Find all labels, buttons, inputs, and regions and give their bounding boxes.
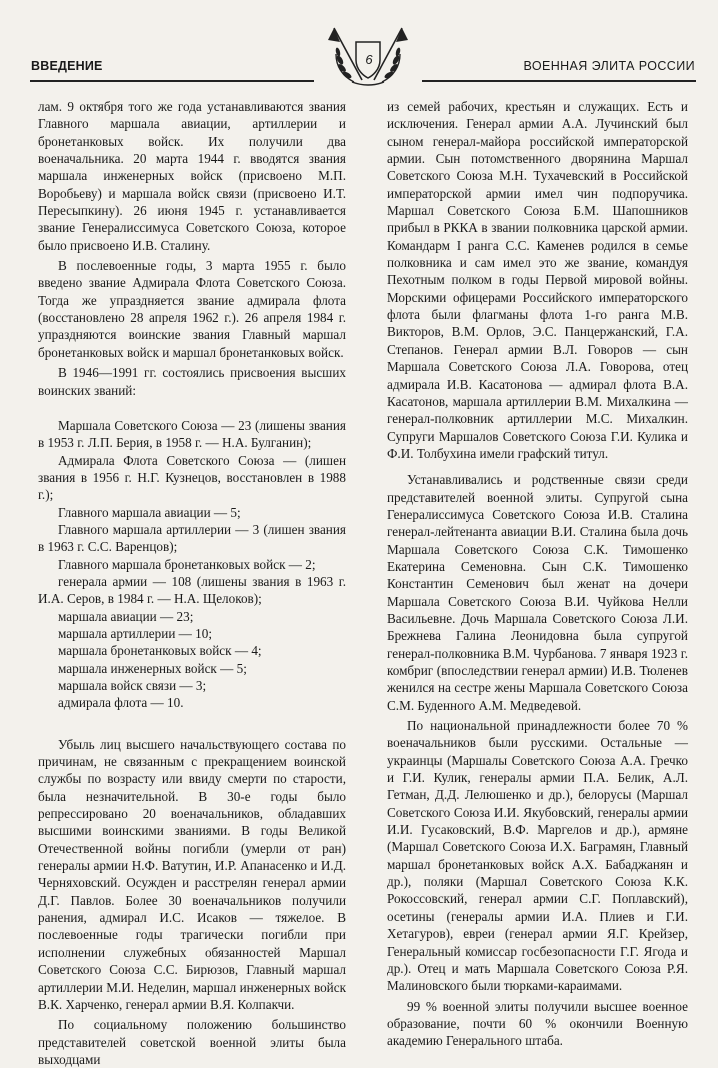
left-column [38,98,346,1068]
list-item: маршала авиации — 23; [58,608,194,624]
page-number: 6 [365,52,373,67]
paragraph: 99 % военной элиты получили высшее военное образование, почти 60 % окончили Военную академию Генерального штаба. [387,998,688,1049]
list-item: Главного маршала бронетанковых войск — 2; [58,556,316,572]
book-title: ВОЕННАЯ ЭЛИТА РОССИИ [523,59,695,73]
right-column [387,98,688,1050]
paragraph: из семей рабочих, крестьян и служащих. Есть и исключения. Генерал армии А.А. Лучинский был сыном генерал-майора российской императорской армии. Сын потомственного дворянина Маршал Советского Союза М.Н. Тухачевский в Российской императорской армии имел чин подпоручика. Маршал Советского Союза Б.М. Шапошников прибыл в РККА в звании полковника царской армии. Командарм I ранга С.С. Каменев родился в семье полковника и сам имел это же звание, командуя Пехотным полком в годы Первой мировой войны. Морскими офицерами Российского императорского флота были флагманы флота 1-го ранга М.В. Викторов, В.М. Орлов, Э.С. Панцержанский, Г.А. Степанов. Генерал армии В.Л. Говоров — сын Маршала Советского Союза Л.А. Говорова, отец адмирала И.В. Касатонова — адмирал флота В.А. Касатонов, маршала артиллерии В.М. Михалкина — генерал-полковник артиллерии М.С. Михалкин. Супруги Маршалов Советского Союза Г.И. Кулика и Ф.И. Толбухина имели графский титул. [387,99,688,461]
list-item: адмирала флота — 10. [58,695,184,711]
list-item: Адмирала Флота Советского Союза — (лишен звания в 1956 г. Н.Г. Кузнецов, восстановлен в 1988 г.); [38,452,346,503]
list-item: маршала бронетанковых войск — 4; [58,643,262,659]
paragraph: лам. 9 октября того же года устанавливаются звания Главного маршала авиации, артиллерии и бронетанковых войск. Их получили два военачальника. 20 марта 1944 г. вводятся звания маршала инженерных войск (присвоено М.П. Воробьеву) и маршала войск связи (присвоено И.Т. Пересыпкину). 26 июня 1945 г. устанавливается звание Генералиссимуса Советского Союза, которое было присвоено И.В. Сталину. [38,99,346,253]
paragraph: В 1946—1991 гг. состоялись присвоения высших воинских званий: [38,365,346,398]
list-item: маршала войск связи — 3; [58,678,207,693]
list-item: Главного маршала авиации — 5; [58,504,241,520]
paragraph: По социальному положению большинство представителей советской военной элиты была выходцами [38,1017,346,1067]
list-item: маршала артиллерии — 10; [58,625,213,641]
section-title: ВВЕДЕНИЕ [31,59,103,73]
list-item: маршала инженерных войск — 5; [58,660,247,676]
paragraph: Убыль лиц высшего начальствующего состава по причинам, не связанным с прекращением воинской службы по возрасту или ввиду смерти по старости, была незначительной. В 30-е годы было репрессировано 20 военачальников, обладавших высшими воинскими званиями. В годы Великой Отечественной войны погибли (умерли от ран) генералы армии Н.Ф. Ватутин, И.Р. Апанасенко и И.Д. Черняховский. Осужден и расстрелян генерал армии Д.Г. Павлов. Более 30 военачальников получили ранения, адмирал И.С. Исаков — тяжелое. В послевоенные годы трагически погибли при исполнении служебных обязанностей Маршал Советского Союза С.С. Бирюзов, Главный маршал артиллерии М.И. Неделин, маршал инженерных войск В.К. Харченко, генерал армии В.Я. Колпакчи. [38,736,346,1012]
list-item: Главного маршала артиллерии — 3 (лишен звания в 1963 г. С.С. Варенцов); [38,521,346,555]
list-item: генерала армии — 108 (лишены звания в 1963 г. И.А. Серов, в 1984 г. — Н.А. Щелоков); [38,573,346,607]
paragraph: Устанавливались и родственные связи среди представителей военной элиты. Супругой сына Генералиссимуса Советского Союза И.В. Сталина генерал-лейтенанта авиации В.И. Сталина была дочь Маршала Советского Союза С.К. Тимошенко Екатерина Семеновна. Сын С.К. Тимошенко Константин Семенович был женат на дочери Маршала Советского Союза В.И. Чуйкова Нелли Васильевне. Дочь Маршала Советского Союза Л.И. Брежнева Галина Леонидовна была супругой генерал-полковника В.М. Чурбанова. 7 января 1923 г. комбриг (впоследствии генерал армии) И.В. Тюленев женился на сестре жены Маршала Советского Союза С.М. Буденного А.М. Медведевой. [387,472,688,713]
paragraph: В послевоенные годы, 3 марта 1955 г. было введено звание Адмирала Флота Советского Союза. Тогда же упраздняется звание адмирала флота (восстановлено 28 апреля 1962 г.). 26 апреля 1984 г. упраздняются воинские звания Главный маршал бронетанковых войск и маршал бронетанковых войск. [38,258,346,360]
paragraph: По национальной принадлежности более 70 % военачальников были русскими. Остальные — украинцы (Маршалы Советского Союза А.А. Гречко и Г.И. Кулик, генералы армии П.А. Белик, А.Л. Гетман, Д.Д. Лелюшенко и др.), белорусы (Маршал Советского Союза И.И. Якубовский, генералы армии И.И. Гусаковский, В.Ф. Маргелов и др.), армяне (Маршал Советского Союза И.Х. Баграмян, Главный маршал бронетанковых войск А.Х. Бабаджанян и др.), поляки (Маршал Советского Союза К.К. Рокоссовский, генерал армии С.Г. Поплавский), осетины (генералы армии И.А. Плиев и Г.И. Хетагуров), евреи (генерал армии Я.Г. Крейзер, Генеральный комиссар госбезопасности Г.Г. Ягода и др.). Отец и мать Маршала Советского Союза Р.Я. Малиновского были тюрками-караимами. [387,718,688,994]
list-item: Маршала Советского Союза — 23 (лишены звания в 1953 г. Л.П. Берия, в 1958 г. — Н.А. Булганин); [38,417,346,451]
